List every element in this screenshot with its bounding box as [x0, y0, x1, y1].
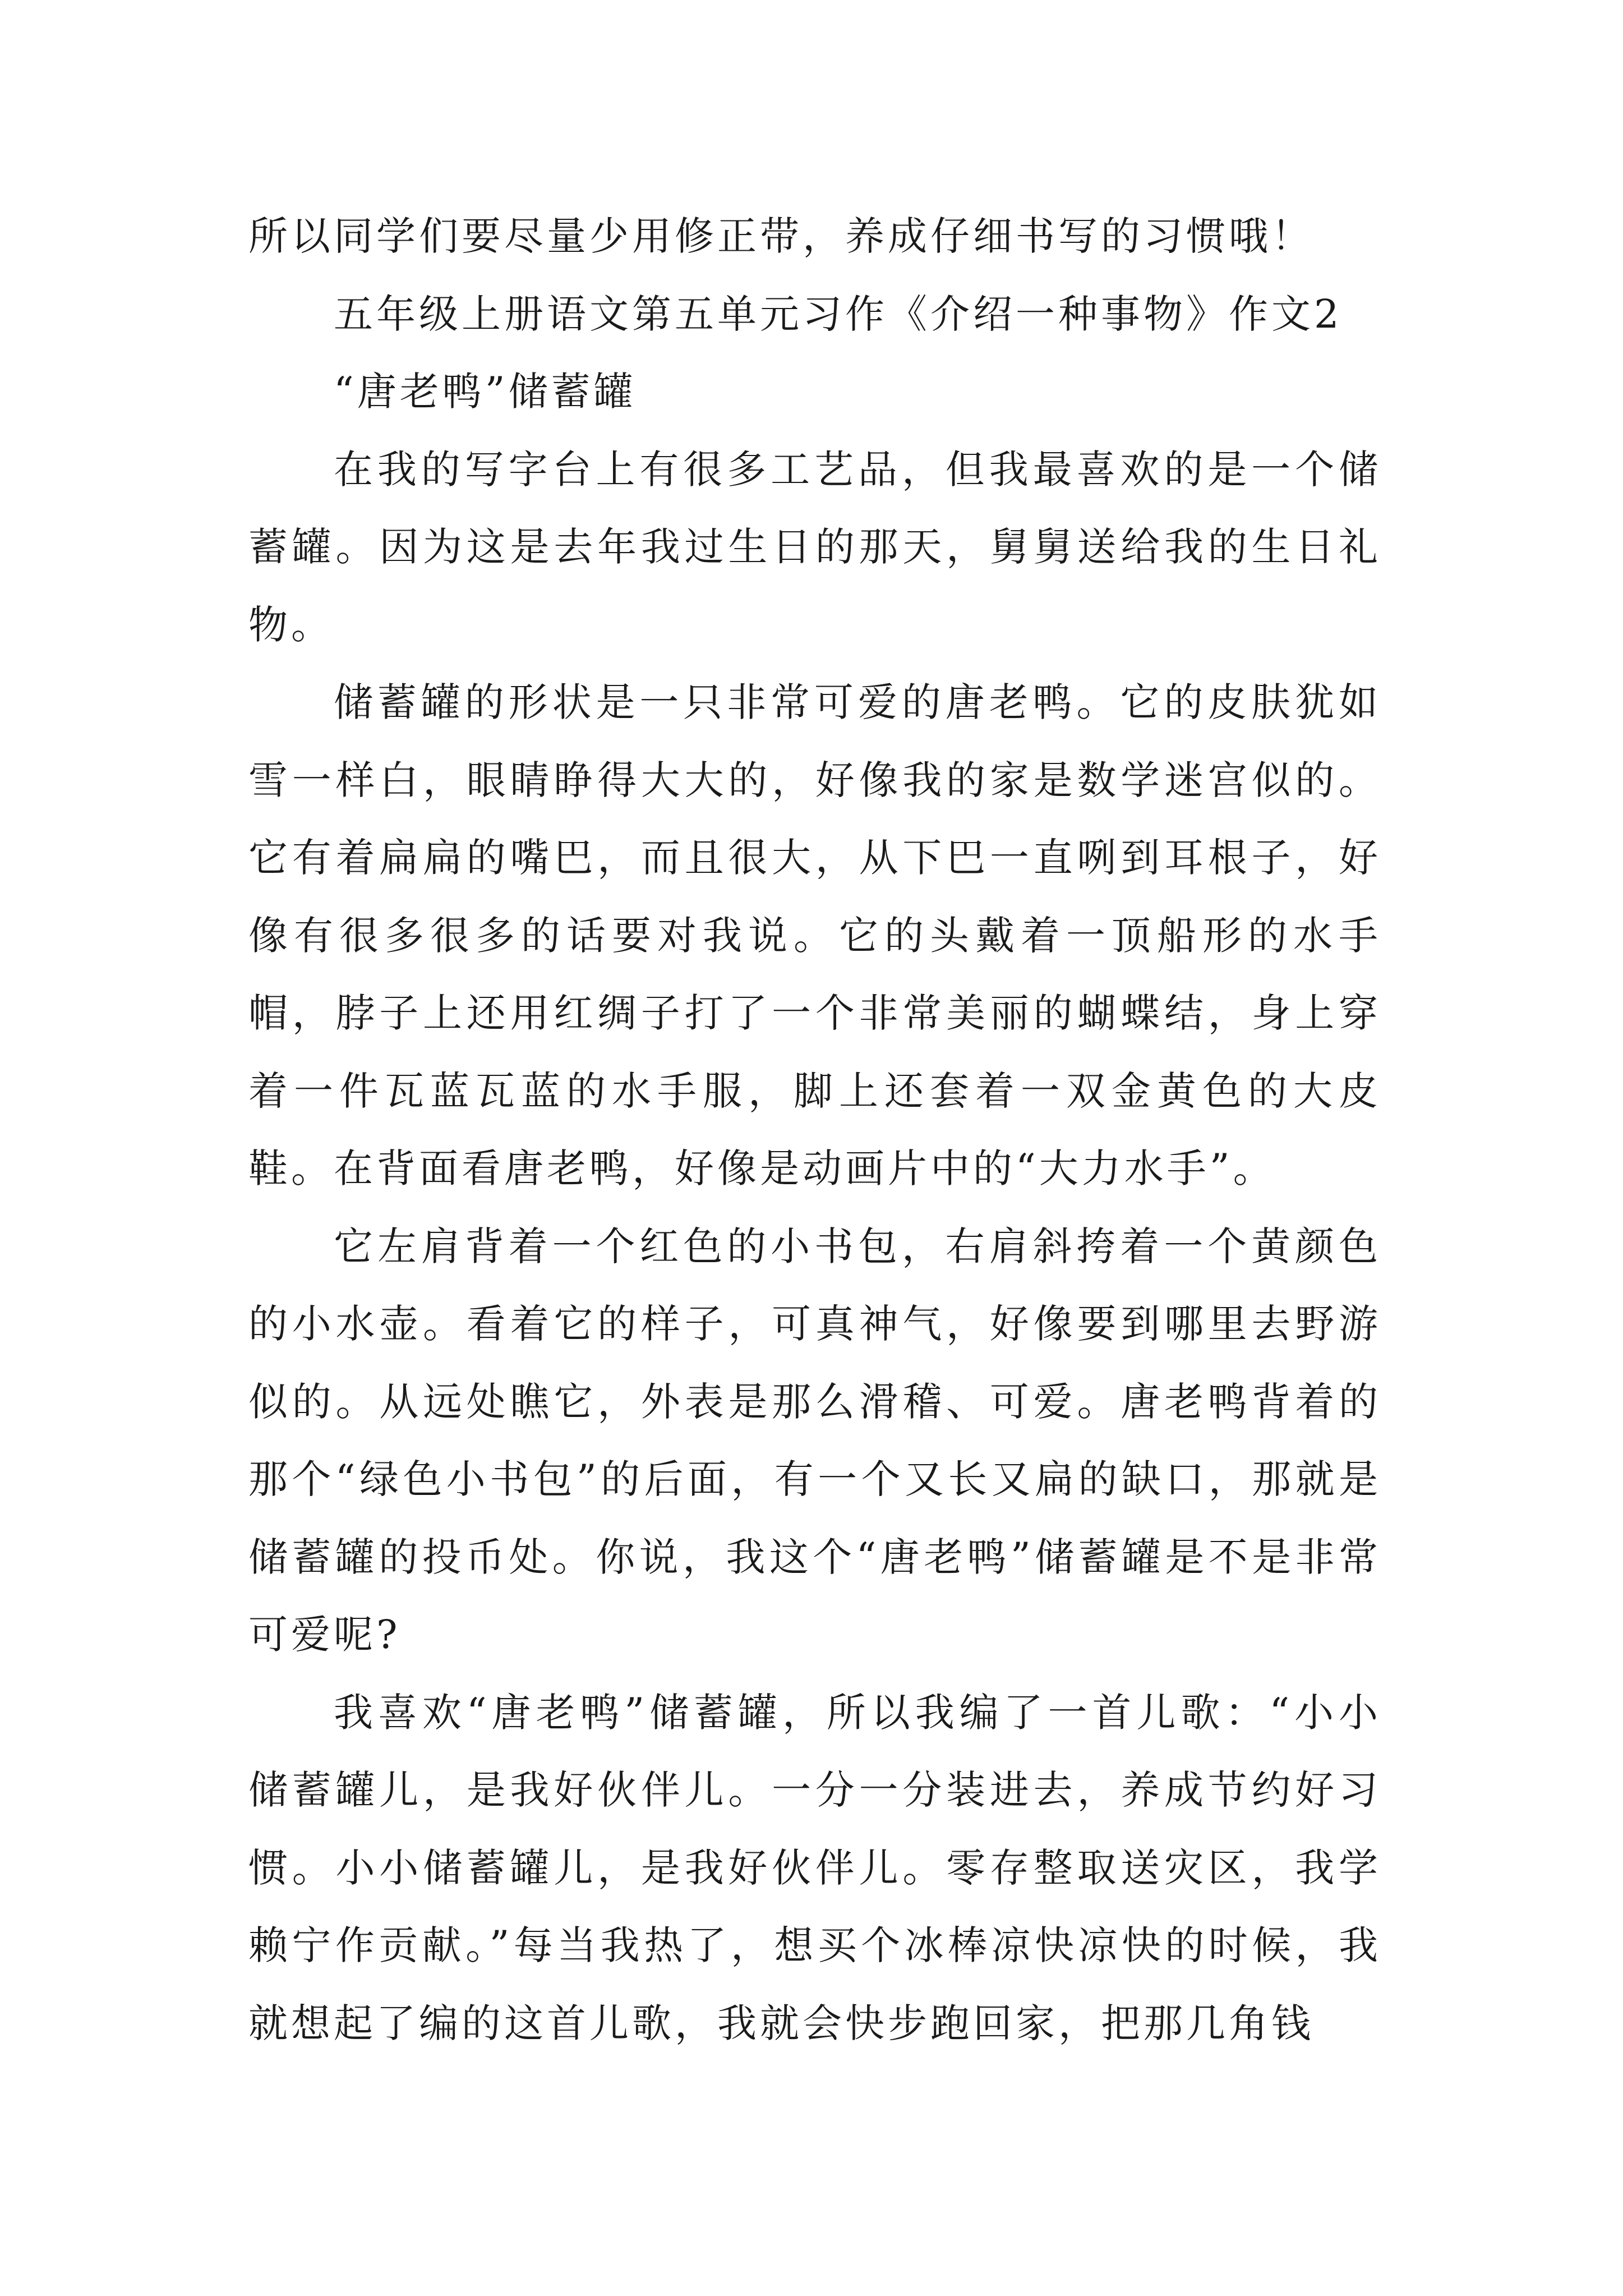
- paragraph-accessories: 它左肩背着一个红色的小书包，右肩斜挎着一个黄颜色的小水壶。看着它的样子，可真神气，好像要到哪里去野游似的。从远处瞧它，外表是那么滑稽、可爱。唐老鸭背着的那个“绿色小书包”的后面，有一个又长又扁的缺口，那就是储蓄罐的投币处。你说，我这个“唐老鸭”储蓄罐是不是非常可爱呢?: [248, 1223, 1381, 1658]
- essay-heading: 五年级上册语文第五单元习作《介绍一种事物》作文2: [334, 291, 1343, 337]
- essay-title: “唐老鸭”储蓄罐: [334, 369, 637, 415]
- paragraph-song: 我喜欢“唐老鸭”储蓄罐，所以我编了一首儿歌：“小小储蓄罐儿，是我好伙伴儿。一分一分装进去，养成节约好习惯。小小储蓄罐儿，是我好伙伴儿。零存整取送灾区，我学赖宁作贡献。”每当我热了，想买个冰棒凉快凉快的时候，我就想起了编的这首儿歌，我就会快步跑回家，把那几角钱: [248, 1689, 1381, 2046]
- paragraph-appearance: 储蓄罐的形状是一只非常可爱的唐老鸭。它的皮肤犹如雪一样白，眼睛睁得大大的，好像我的家是数学迷宫似的。它有着扁扁的嘴巴，而且很大，从下巴一直咧到耳根子，好像有很多很多的话要对我说。它的头戴着一顶船形的水手帽，脖子上还用红绸子打了一个非常美丽的蝴蝶结，身上穿着一件瓦蓝瓦蓝的水手服，脚上还套着一双金黄色的大皮鞋。在背面看唐老鸭，好像是动画片中的“大力水手”。: [248, 679, 1381, 1191]
- document-body: [248, 197, 1381, 2062]
- paragraph-continuation: 所以同学们要尽量少用修正带，养成仔细书写的习惯哦！: [248, 213, 1314, 259]
- paragraph-intro: 在我的写字台上有很多工艺品，但我最喜欢的是一个储蓄罐。因为这是去年我过生日的那天，舅舅送给我的生日礼物。: [248, 446, 1381, 648]
